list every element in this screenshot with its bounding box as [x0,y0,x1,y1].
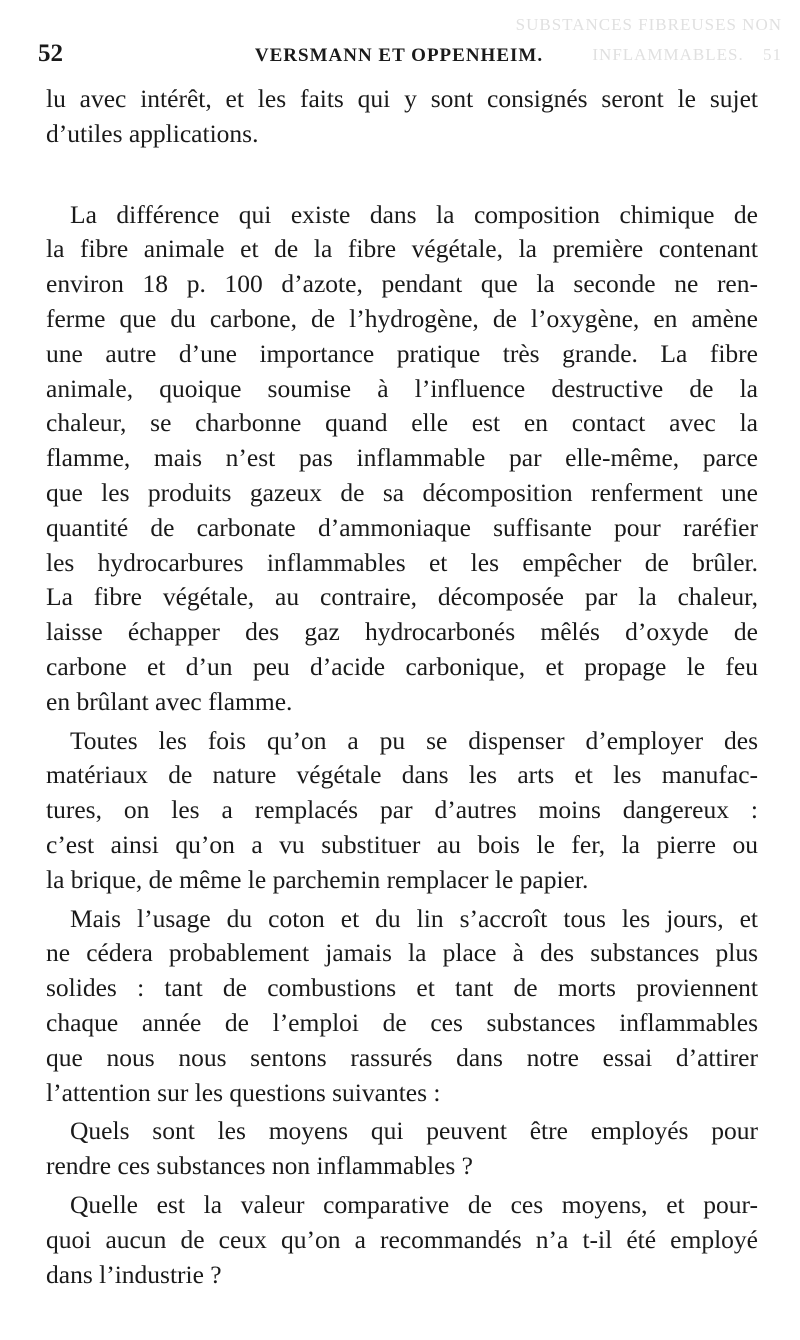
paragraph [46,1188,758,1292]
body-text [46,82,758,1292]
text-line: La différence qui existe dans la composition chimique de [70,199,758,229]
text-line: solides : tant de combustions et tant de morts proviennent [46,973,758,1003]
text-line: l’attention sur les questions suivantes : [46,1077,441,1107]
text-line: tures, on les a remplacés par d’autres moins dangereux : [46,795,758,825]
text-line: la fibre animale et de la fibre végétale, la première contenant [46,234,758,264]
bleed-through-line: SUBSTANCES FIBREUSES NON INFLAMMABLES. [515,15,782,64]
text-line: matériaux de nature végétale dans les arts et les manufac- [46,760,758,790]
text-line: lu avec intérêt, et les faits qui y sont consignés seront le sujet [46,84,758,113]
paragraph [46,198,758,720]
text-line: La fibre végétale, au contraire, décomposée par la chaleur, [46,582,758,612]
text-line: Toutes les fois qu’on a pu se dispenser d’employer des [70,725,758,755]
text-line: ne cédera probablement jamais la place à des substances plus [46,938,758,968]
text-line: rendre ces substances non inflammables ? [46,1151,473,1181]
text-line: Quelle est la valeur comparative de ces moyens, et pour- [70,1189,758,1219]
text-line: dans l’industrie ? [46,1259,222,1289]
text-line: une autre d’une importance pratique très grande. La fibre [46,338,758,368]
text-line: chaleur, se charbonne quand elle est en contact avec la [46,408,758,438]
paragraph [46,902,758,1111]
text-line: les hydrocarbures inflammables et les empêcher de brûler. [46,547,758,577]
text-line: flamme, mais n’est pas inflammable par elle-même, parce [46,443,758,473]
text-line: laisse échapper des gaz hydrocarbonés mêlés d’oxyde de [46,617,758,647]
text-line: chaque année de l’emploi de ces substances inflammables [46,1007,758,1037]
paragraph [46,724,758,898]
text-line: d’utiles applications. [46,118,259,148]
text-line: quoi aucun de ceux qu’on a recommandés n’a t-il été employé [46,1224,758,1254]
text-line: la brique, de même le parchemin remplacer le papier. [46,864,589,894]
paragraph [46,82,758,152]
text-line: quantité de carbonate d’ammoniaque suffisante pour raréfier [46,512,758,542]
text-line: environ 18 p. 100 d’azote, pendant que la seconde ne ren- [46,269,758,299]
running-head: VERSMANN ET OPPENHEIM. [254,45,544,66]
text-line: Mais l’usage du coton et du lin s’accroît tous les jours, et [70,903,758,933]
text-line: que les produits gazeux de sa décomposition renferment une [46,477,758,507]
text-line: carbone et d’un peu d’acide carbonique, et propage le feu [46,651,758,681]
text-line: c’est ainsi qu’on a vu substituer au bois le fer, la pierre ou [46,829,758,859]
text-line: animale, quoique soumise à l’influence destructive de la [46,373,758,403]
bleed-through-page-number: 51 [763,45,782,64]
text-line: que nous nous sentons rassurés dans notre essai d’attirer [46,1042,758,1072]
paragraph [46,1114,758,1184]
page-header [38,40,760,76]
text-line: en brûlant avec flamme. [46,686,293,716]
text-line: ferme que du carbone, de l’hydrogène, de l’oxygène, en amène [46,303,758,333]
text-line: Quels sont les moyens qui peuvent être employés pour [70,1116,758,1146]
page-number: 52 [38,40,63,67]
